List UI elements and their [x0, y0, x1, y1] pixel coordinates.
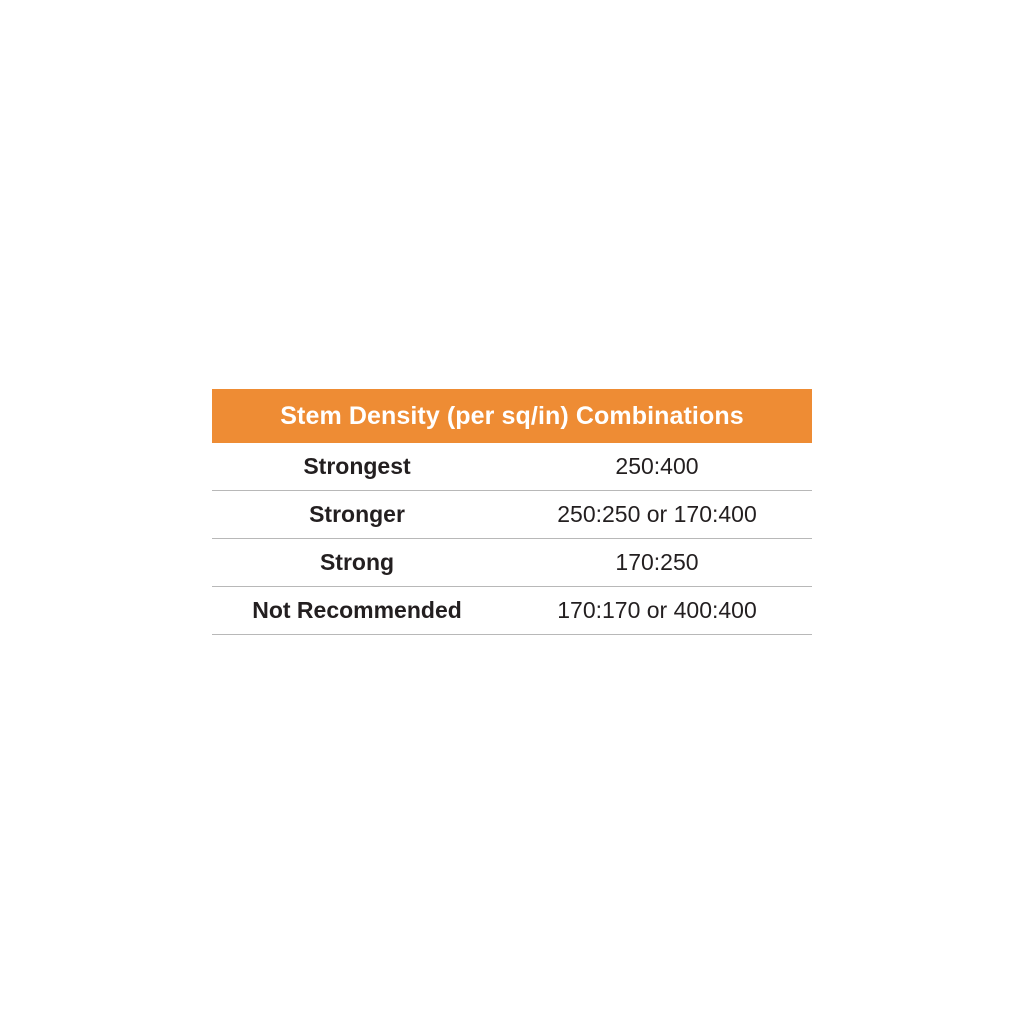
row-value: 250:250 or 170:400	[557, 501, 757, 527]
row-value: 170:250	[615, 549, 699, 575]
table-row	[212, 443, 812, 491]
row-label: Strong	[319, 549, 395, 575]
table-header-title: Stem Density (per sq/in) Combinations	[280, 401, 744, 430]
table-row	[212, 539, 812, 587]
table-header	[212, 389, 812, 443]
table-row	[212, 491, 812, 539]
table-row	[212, 587, 812, 635]
table-body	[212, 443, 812, 635]
row-label: Not Recommended	[252, 597, 462, 623]
row-value: 250:400	[615, 453, 699, 479]
row-label: Strongest	[303, 453, 411, 479]
row-label: Stronger	[309, 501, 405, 527]
stem-density-table	[212, 389, 812, 635]
row-value: 170:170 or 400:400	[557, 597, 757, 623]
